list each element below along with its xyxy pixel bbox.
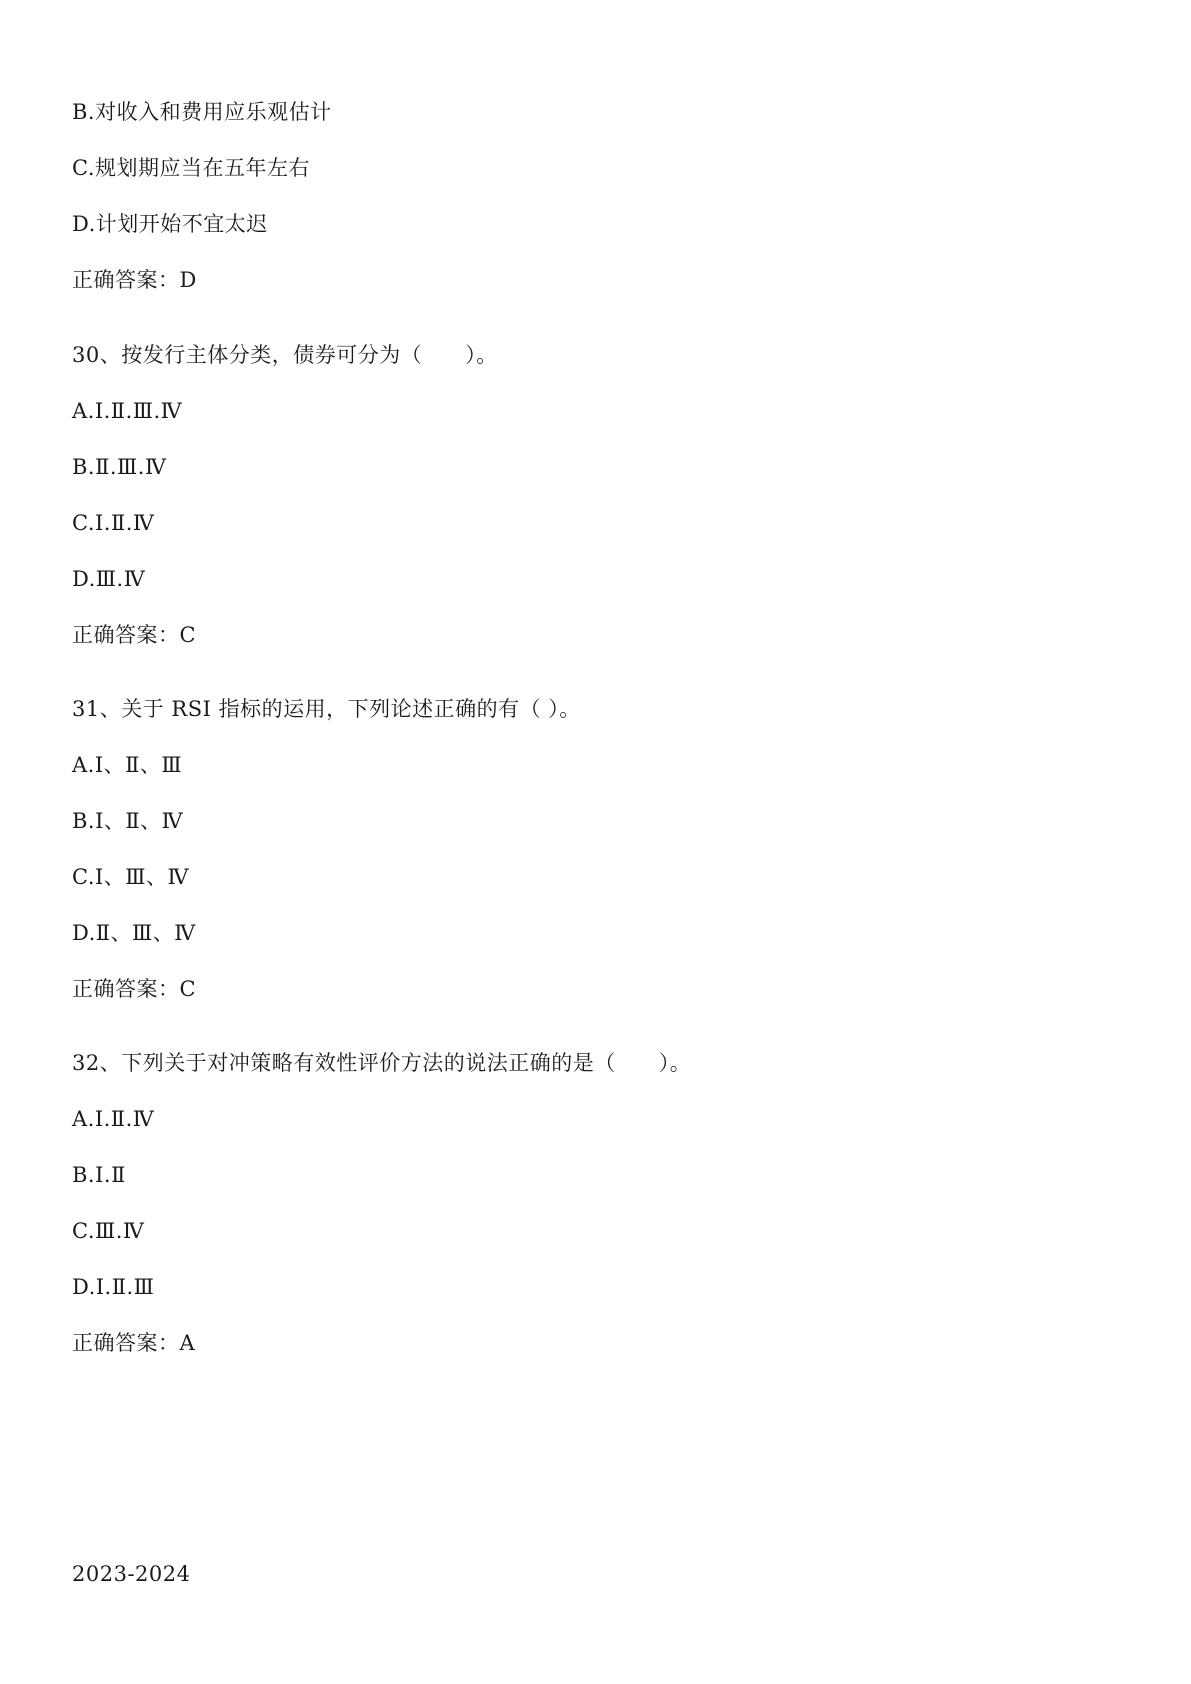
option-b-q30: B.Ⅱ.Ⅲ.Ⅳ bbox=[72, 455, 167, 479]
option-a-q31: A.Ⅰ、Ⅱ、Ⅲ bbox=[72, 753, 183, 777]
question-30: 30、按发行主体分类，债券可分为（ ）。 bbox=[72, 343, 498, 367]
option-c-q30: C.Ⅰ.Ⅱ.Ⅳ bbox=[72, 511, 155, 535]
answer-q29: 正确答案：D bbox=[72, 268, 197, 292]
option-c-q29: C.规划期应当在五年左右 bbox=[72, 156, 310, 180]
option-b-q32: B.Ⅰ.Ⅱ bbox=[72, 1163, 126, 1187]
option-d-q31: D.Ⅱ、Ⅲ、Ⅳ bbox=[72, 921, 196, 945]
answer-q30: 正确答案：C bbox=[72, 623, 197, 647]
answer-q32: 正确答案：A bbox=[72, 1331, 196, 1355]
option-d-q32: D.Ⅰ.Ⅱ.Ⅲ bbox=[72, 1275, 155, 1299]
question-31: 31、关于 RSI 指标的运用，下列论述正确的有（ ）。 bbox=[72, 697, 581, 721]
option-a-q32: A.Ⅰ.Ⅱ.Ⅳ bbox=[72, 1107, 155, 1131]
option-b-q31: B.Ⅰ、Ⅱ、Ⅳ bbox=[72, 809, 184, 833]
option-c-q32: C.Ⅲ.Ⅳ bbox=[72, 1219, 145, 1243]
answer-q31: 正确答案：C bbox=[72, 977, 197, 1001]
option-d-q30: D.Ⅲ.Ⅳ bbox=[72, 567, 146, 591]
question-32: 32、下列关于对冲策略有效性评价方法的说法正确的是（ ）。 bbox=[72, 1051, 692, 1075]
option-d-q29: D.计划开始不宜太迟 bbox=[72, 212, 268, 236]
option-c-q31: C.Ⅰ、Ⅲ、Ⅳ bbox=[72, 865, 190, 889]
option-b-q29: B.对收入和费用应乐观估计 bbox=[72, 100, 332, 124]
option-a-q30: A.Ⅰ.Ⅱ.Ⅲ.Ⅳ bbox=[72, 399, 183, 423]
page-footer-year: 2023-2024 bbox=[72, 1562, 191, 1586]
